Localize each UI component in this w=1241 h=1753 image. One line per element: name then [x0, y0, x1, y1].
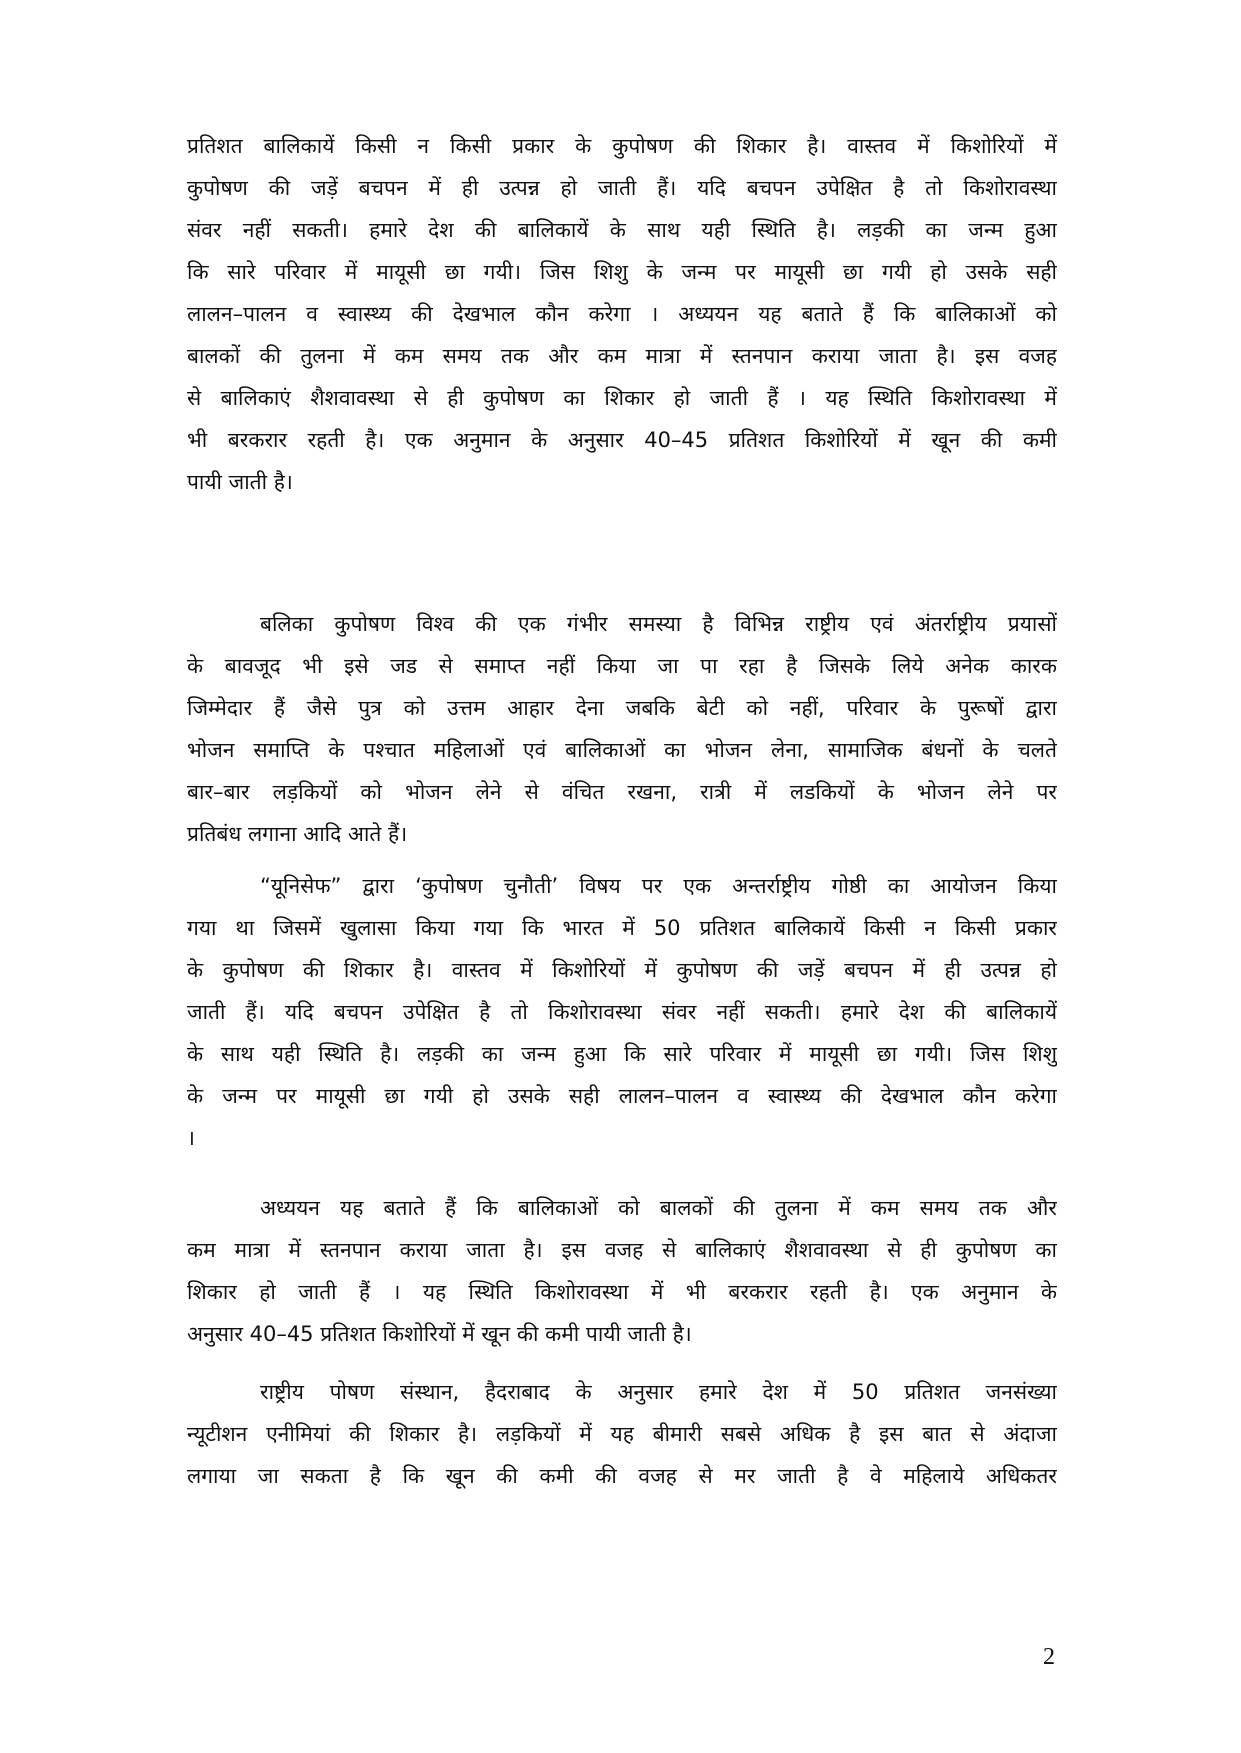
text-line: अध्ययन यह बताते हैं कि बालिकाओं को बालकों की तुलना में कम समय तक और — [260, 1196, 1057, 1220]
text-line: प्रतिबंध लगाना आदि आते हैं। — [187, 822, 408, 846]
text-line: न्यूटीशन एनीमियां की शिकार है। लड़कियों में यह बीमारी सबसे अधिक है इस बात से अंदाजा — [187, 1422, 1057, 1446]
text-line: कि सारे परिवार में मायूसी छा गयी। जिस शिशु के जन्म पर मायूसी छा गयी हो उसके सही — [187, 260, 1057, 284]
text-line: बार–बार लड़कियों को भोजन लेने से वंचित रखना, रात्री में लडकियों के भोजन लेने पर — [187, 780, 1057, 804]
text-line: “यूनिसेफ” द्वारा ‘कुपोषण चुनौती’ विषय पर एक अन्तर्राष्ट्रीय गोष्ठी का आयोजन किया — [260, 874, 1057, 898]
text-line: अनुसार 40–45 प्रतिशत किशोरियों में खून की कमी पायी जाती है। — [187, 1322, 692, 1346]
text-line: प्रतिशत बालिकायें किसी न किसी प्रकार के कुपोषण की शिकार है। वास्तव में किशोरियों में — [187, 134, 1057, 158]
text-line: कम मात्रा में स्तनपान कराया जाता है। इस वजह से बालिकाएं शैशवावस्था से ही कुपोषण का — [187, 1238, 1057, 1262]
text-line: भी बरकरार रहती है। एक अनुमान के अनुसार 40–45 प्रतिशत किशोरियों में खून की कमी — [187, 428, 1057, 452]
text-line: के साथ यही स्थिति है। लड़की का जन्म हुआ कि सारे परिवार में मायूसी छा गयी। जिस शिशु — [187, 1042, 1057, 1066]
text-line: लगाया जा सकता है कि खून की कमी की वजह से मर जाती है वे महिलाये अधिकतर — [187, 1464, 1057, 1488]
text-line: जिम्मेदार हैं जैसे पुत्र को उत्तम आहार देना जबकि बेटी को नहीं, परिवार के पुरूषों द्वारा — [187, 696, 1057, 720]
text-line: के बावजूद भी इसे जड से समाप्त नहीं किया जा पा रहा है जिसके लिये अनेक कारक — [187, 654, 1057, 678]
text-line: राष्ट्रीय पोषण संस्थान, हैदराबाद के अनुसार हमारे देश में 50 प्रतिशत जनसंख्या — [260, 1380, 1057, 1404]
text-line: से बालिकाएं शैशवावस्था से ही कुपोषण का शिकार हो जाती हैं । यह स्थिति किशोरावस्था में — [187, 386, 1057, 410]
text-line: । — [187, 1126, 195, 1150]
text-line: जाती हैं। यदि बचपन उपेक्षित है तो किशोरावस्था संवर नहीं सकती। हमारे देश की बालिकायें — [187, 1000, 1057, 1024]
text-line: बलिका कुपोषण विश्व की एक गंभीर समस्या है विभिन्न राष्ट्रीय एवं अंतर्राष्ट्रीय प्रयासों — [260, 612, 1057, 636]
text-line: पायी जाती है। — [187, 470, 293, 494]
text-line: कुपोषण की जड़ें बचपन में ही उत्पन्न हो जाती हैं। यदि बचपन उपेक्षित है तो किशोरावस्था — [187, 176, 1057, 200]
text-line: बालकों की तुलना में कम समय तक और कम मात्रा में स्तनपान कराया जाता है। इस वजह — [187, 344, 1057, 368]
text-line: शिकार हो जाती हैं । यह स्थिति किशोरावस्था में भी बरकरार रहती है। एक अनुमान के — [187, 1280, 1057, 1304]
text-line: संवर नहीं सकती। हमारे देश की बालिकायें के साथ यही स्थिति है। लड़की का जन्म हुआ — [187, 218, 1057, 242]
text-line: के जन्म पर मायूसी छा गयी हो उसके सही लालन–पालन व स्वास्थ्य की देखभाल कौन करेगा — [187, 1084, 1057, 1108]
text-line: के कुपोषण की शिकार है। वास्तव में किशोरियों में कुपोषण की जड़ें बचपन में ही उत्पन्न हो — [187, 958, 1057, 982]
text-line: गया था जिसमें खुलासा किया गया कि भारत में 50 प्रतिशत बालिकायें किसी न किसी प्रकार — [187, 916, 1057, 940]
text-line: लालन–पालन व स्वास्थ्य की देखभाल कौन करेगा । अध्ययन यह बताते हैं कि बालिकाओं को — [187, 302, 1057, 326]
page-number: 2 — [1043, 1644, 1055, 1670]
text-line: भोजन समाप्ति के पश्चात महिलाओं एवं बालिकाओं का भोजन लेना, सामाजिक बंधनों के चलते — [187, 738, 1057, 762]
